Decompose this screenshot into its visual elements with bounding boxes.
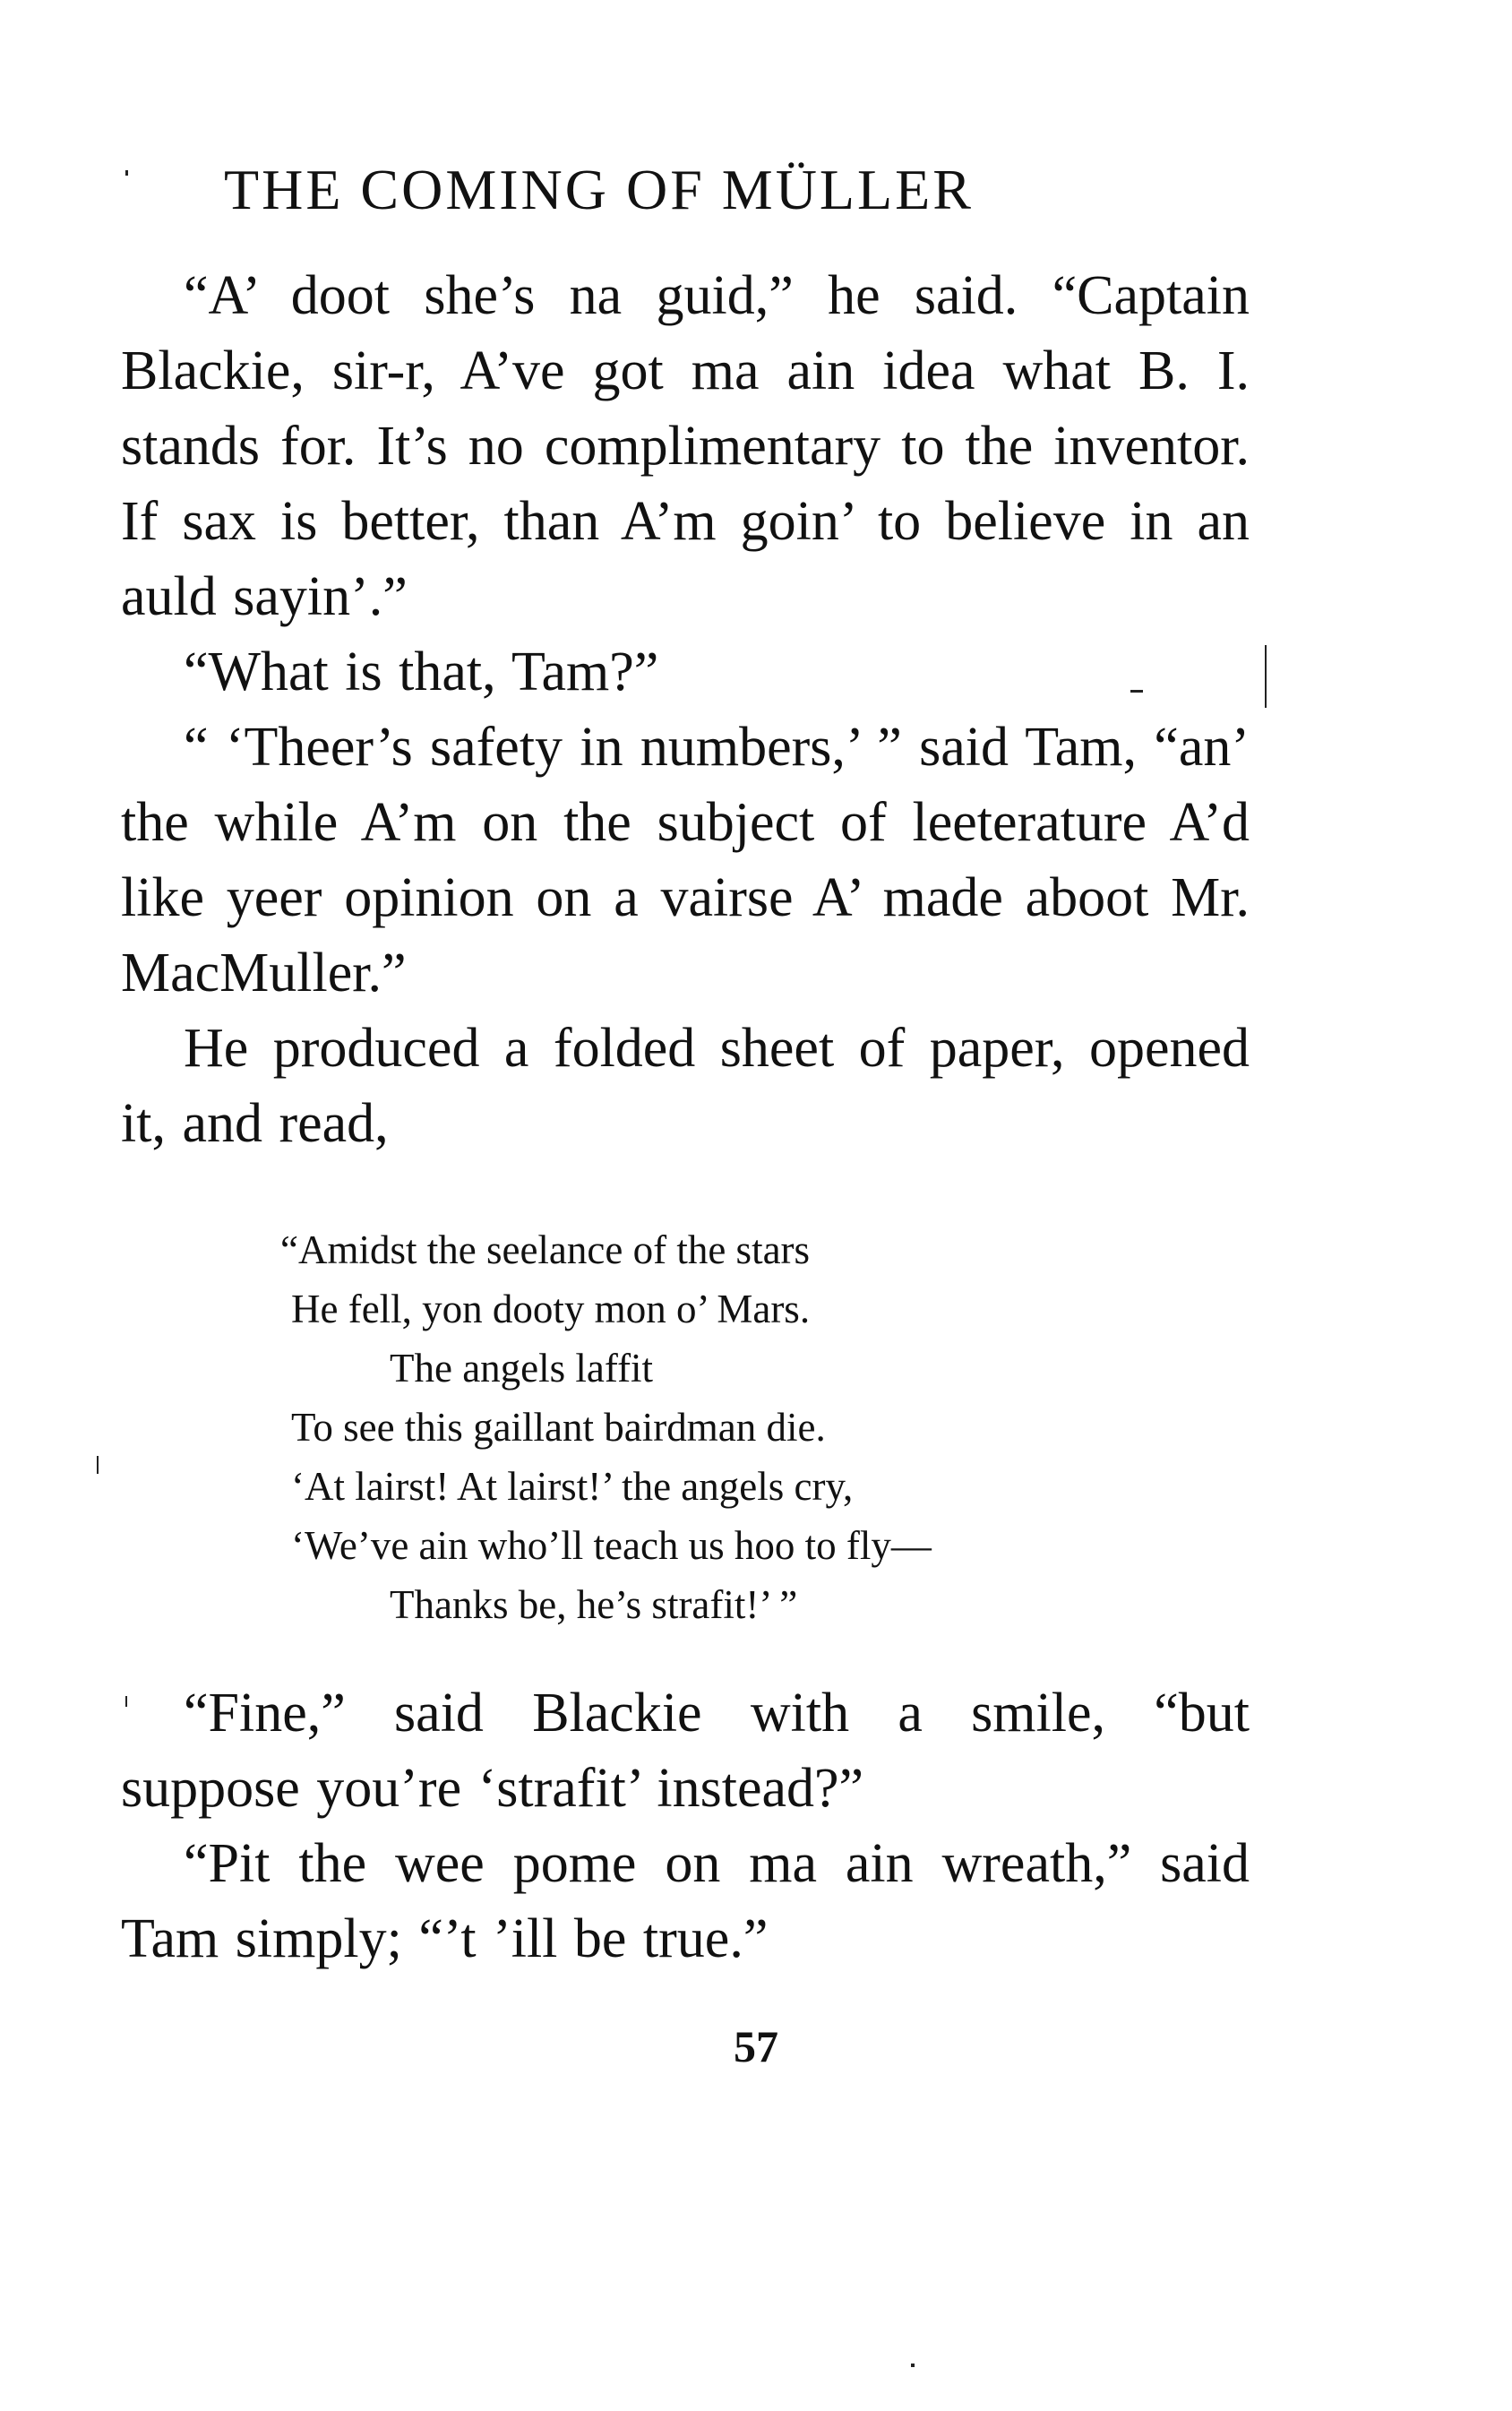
paragraph: “Fine,” said Blackie with a smile, “but suppose you’re ‘strafit’ instead?”: [121, 1683, 1250, 1819]
scan-speck: [1130, 690, 1143, 693]
verse-line: “Amidst the seelance of the stars: [280, 1227, 811, 1272]
verse-block: [280, 1220, 932, 1634]
prose-block-bottom: [121, 1675, 1250, 1976]
scan-speck: [125, 170, 128, 176]
paragraph: “ ‘Theer’s safety in numbers,’ ” said Tam, “an’ the while A’m on the subject of leeterature A’d like yeer opinion on a vairse A’ made aboot Mr. MacMuller.”: [121, 717, 1250, 1003]
scan-speck: [911, 2364, 915, 2367]
verse-line: Thanks be, he’s strafit!’ ”: [390, 1582, 798, 1627]
prose-block-top: [121, 258, 1250, 1161]
paragraph: “A’ doot she’s na guid,” he said. “Captain Blackie, sir-r, A’ve got ma ain idea what B. I. stands for. It’s no complimentary to the inventor. If sax is better, than A’m goin’ to believe in an auld sayin’.”: [121, 265, 1250, 627]
verse-line: To see this gaillant bairdman die.: [291, 1405, 826, 1450]
verse-line: ‘We’ve ain who’ll teach us hoo to fly—: [291, 1523, 932, 1568]
verse-line: He fell, yon dooty mon o’ Mars.: [291, 1287, 811, 1331]
scan-speck: [125, 1696, 127, 1707]
scan-speck: [97, 1456, 99, 1474]
paragraph: “What is that, Tam?”: [184, 641, 659, 702]
paragraph: “Pit the wee pome on ma ain wreath,” said Tam simply; “’t ’ill be true.”: [121, 1833, 1250, 1969]
verse-line: The angels laffit: [390, 1346, 654, 1391]
verse-line: ‘At lairst! At lairst!’ the angels cry,: [291, 1464, 854, 1509]
running-title: THE COMING OF MÜLLER: [224, 158, 974, 221]
page-number: 57: [734, 2021, 778, 2071]
scan-speck: [1265, 645, 1267, 708]
paragraph: He produced a folded sheet of paper, opened it, and read,: [121, 1018, 1250, 1154]
